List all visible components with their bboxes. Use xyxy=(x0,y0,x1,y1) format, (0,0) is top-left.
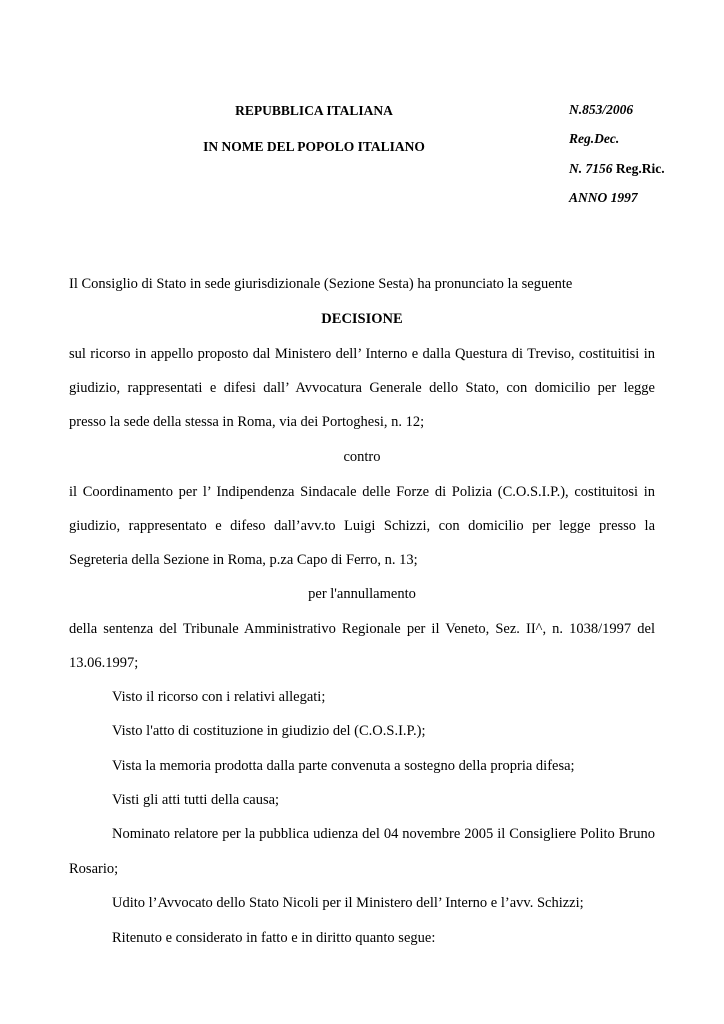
judgment-line-1: della sentenza del Tribunale Amministrativo Regionale per il Veneto, Sez. II^, n. 1038/1997 del xyxy=(69,621,655,637)
annulment-line: per l'annullamento xyxy=(308,586,416,602)
respondent-line-1: il Coordinamento per l’ Indipendenza Sindacale delle Forze di Polizia (C.O.S.I.P.), costituitosi in xyxy=(69,484,655,500)
heard-line: Udito l’Avvocato dello Stato Nicoli per il Ministero dell’ Interno e l’avv. Schizzi; xyxy=(112,895,584,911)
recital-2: Visto l'atto di costituzione in giudizio del (C.O.S.I.P.); xyxy=(112,723,426,739)
registry-appeal-number: N. 7156 xyxy=(569,161,613,176)
contro-line: contro xyxy=(343,449,381,465)
appeal-line-2: giudizio, rappresentati e difesi dall’ Avvocatura Generale dello Stato, con domicilio per legge xyxy=(69,380,655,396)
decision-title: DECISIONE xyxy=(321,311,403,327)
registry-decision-reg: Reg.Dec. xyxy=(569,131,620,146)
rapporteur-line-1: Nominato relatore per la pubblica udienza del 04 novembre 2005 il Consigliere Polito Bruno xyxy=(112,826,655,842)
intro-line: Il Consiglio di Stato in sede giurisdizionale (Sezione Sesta) ha pronunciato la seguente xyxy=(69,276,573,292)
respondent-line-2: giudizio, rappresentato e difeso dall’avv.to Luigi Schizzi, con domicilio per legge presso la xyxy=(69,518,655,534)
recital-3: Vista la memoria prodotta dalla parte convenuta a sostegno della propria difesa; xyxy=(112,758,575,774)
appeal-line-1: sul ricorso in appello proposto dal Ministero dell’ Interno e dalla Questura di Treviso, costituitisi in xyxy=(69,346,655,362)
appeal-line-3: presso la sede della stessa in Roma, via dei Portoghesi, n. 12; xyxy=(69,414,425,430)
considered-line: Ritenuto e considerato in fatto e in diritto quanto segue: xyxy=(112,930,436,946)
rapporteur-line-2: Rosario; xyxy=(69,861,119,877)
registry-appeal-reg: Reg.Ric. xyxy=(615,161,665,176)
registry-year: ANNO 1997 xyxy=(569,190,638,205)
recital-4: Visti gli atti tutti della causa; xyxy=(112,792,280,808)
heading-in-name: IN NOME DEL POPOLO ITALIANO xyxy=(203,139,425,154)
judgment-line-2: 13.06.1997; xyxy=(69,655,139,671)
registry-appeal-line xyxy=(569,161,665,177)
respondent-line-3: Segreteria della Sezione in Roma, p.za Capo di Ferro, n. 13; xyxy=(69,552,418,568)
registry-decision-number: N.853/2006 xyxy=(569,102,634,117)
recital-1: Visto il ricorso con i relativi allegati; xyxy=(112,689,326,705)
heading-republic: REPUBBLICA ITALIANA xyxy=(235,103,393,118)
